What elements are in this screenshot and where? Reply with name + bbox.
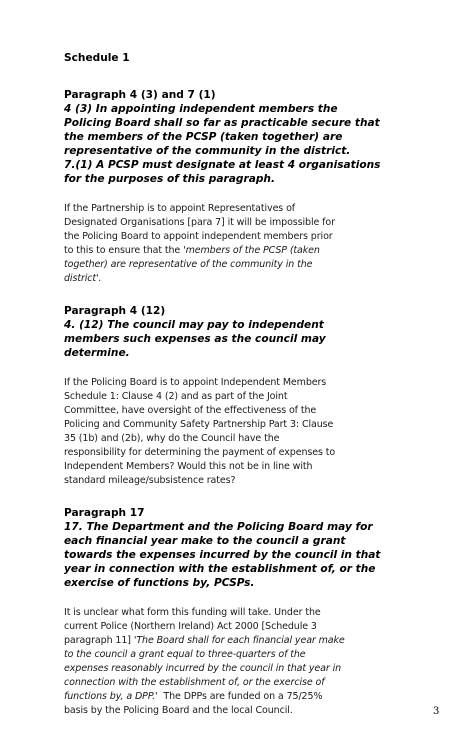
body-line: 35 (1b) and (2b), why do the Council have the — [64, 433, 280, 444]
body-line: Independent Members? Would this not be in line with — [64, 461, 313, 472]
quoted-text: expenses reasonably incurred by the council in that year in — [64, 663, 342, 674]
quoted-text: together) are representative of the community in the — [64, 259, 313, 270]
quoted-text: 'The Board shall for each financial year make — [133, 635, 345, 646]
body-line: the Policing Board to appoint independent members prior — [64, 231, 333, 242]
quoted-text: district'. — [64, 273, 102, 284]
section-heading: Paragraph 4 (12) — [64, 305, 166, 317]
section-heading: Paragraph 17 — [64, 507, 145, 519]
quote-line: members such expenses as the council may — [64, 333, 326, 345]
body-line: Committee, have oversight of the effectiveness of the — [64, 405, 317, 416]
body-line — [64, 634, 438, 648]
body-line — [64, 258, 438, 272]
body-line: standard mileage/subsistence rates? — [64, 475, 236, 486]
quote-line: exercise of functions by, PCSPs. — [64, 577, 255, 589]
quote-line: Policing Board shall so far as practicable secure that — [64, 117, 380, 129]
quote-line: 4 (3) In appointing independent members the — [64, 103, 338, 115]
schedule-title: Schedule 1 — [64, 52, 130, 64]
body-line: responsibility for determining the payment of expenses to — [64, 447, 336, 458]
quote-line: 7.(1) A PCSP must designate at least 4 organisations — [64, 159, 381, 171]
body-line: basis by the Policing Board and the local Council. — [64, 705, 293, 716]
body-line: Policing and Community Safety Partnership Part 3: Clause — [64, 419, 334, 430]
quoted-text: connection with the establishment of, or the exercise of — [64, 677, 325, 688]
page-number: 3 — [433, 706, 440, 717]
quote-line: for the purposes of this paragraph. — [64, 173, 275, 185]
body-line — [64, 648, 438, 662]
quote-line: 17. The Department and the Policing Board may for — [64, 521, 373, 533]
body-line — [64, 662, 438, 676]
quote-line: each financial year make to the council a grant — [64, 535, 346, 547]
body-line — [64, 676, 438, 690]
quote-line: year in connection with the establishment of, or the — [64, 563, 376, 575]
quoted-text: 'members of the PCSP (taken — [183, 245, 320, 256]
body-line — [64, 272, 438, 286]
body-line: If the Partnership is to appoint Representatives of — [64, 203, 296, 214]
body-text: The DPPs are funded on a 75/25% — [157, 691, 323, 702]
quoted-text: functions by, a DPP.' — [64, 691, 158, 702]
document-page — [64, 51, 438, 718]
body-line: current Police (Northern Ireland) Act 2000 [Schedule 3 — [64, 621, 317, 632]
body-line — [64, 690, 438, 704]
quote-line: determine. — [64, 347, 130, 359]
quote-line: representative of the community in the district. — [64, 145, 351, 157]
body-text: paragraph 11] — [64, 635, 134, 646]
body-line: It is unclear what form this funding will take. Under the — [64, 607, 321, 618]
body-line: Designated Organisations [para 7] it will be impossible for — [64, 217, 335, 228]
quote-line: 4. (12) The council may pay to independent — [64, 319, 324, 331]
quote-line: towards the expenses incurred by the council in that — [64, 549, 381, 561]
quoted-text: to the council a grant equal to three-quarters of the — [64, 649, 306, 660]
section-heading: Paragraph 4 (3) and 7 (1) — [64, 89, 216, 101]
body-line — [64, 244, 438, 258]
quote-line: the members of the PCSP (taken together) are — [64, 131, 343, 143]
body-line: Schedule 1: Clause 4 (2) and as part of the Joint — [64, 391, 288, 402]
body-text: to this to ensure that the — [64, 245, 184, 256]
body-line: If the Policing Board is to appoint Independent Members — [64, 377, 327, 388]
